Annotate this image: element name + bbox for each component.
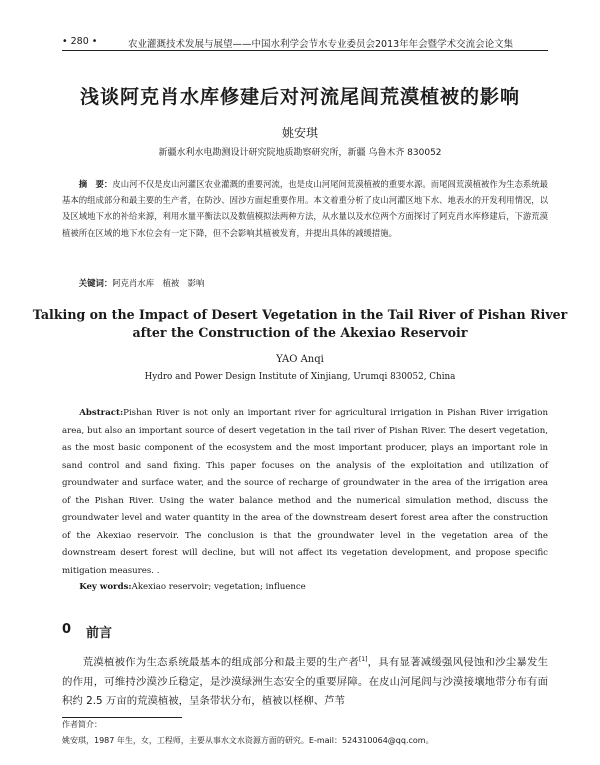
section-number: 0 xyxy=(62,622,72,637)
english-abstract-text: Pishan River is not only an important river for agricultural irrigation in Pishan River irrigation area, but also an important source of desert vegetation in the tail river of Pishan River. The desert vegetation, as the most basic component of the ecosystem and the most important producer, plays an important role in sand control and sand fixing. This paper focuses on the analysis of the exploitation and utilization of groundwater and surface water, and the source of recharge of groundwater in the area of the irrigation area of the Pishan River. Using the water balance method and the numerical simulation method, discuss the groundwater level and water quantity in the area of the downstream desert forest area after the construction of the Akexiao reservoir. The conclusion is that the groundwater level in the vegetation area of the downstream desert forest will decline, but will not affect its vegetation development, and propose specific mitigation measures. . xyxy=(62,408,548,576)
header-rule xyxy=(62,50,548,51)
section-title: 前言 xyxy=(86,626,113,641)
english-title: Talking on the Impact of Desert Vegetation in the Tail River of Pishan River after the Construction of the Akexiao Reservoir xyxy=(32,307,568,340)
english-affiliation: Hydro and Power Design Institute of Xinjiang, Urumqi 830052, China xyxy=(144,372,456,382)
body-text-part1: 荒漠植被作为生态系统最基本的组成部分和最主要的生产者 xyxy=(82,656,359,669)
chinese-affiliation: 新疆水利水电勘测设计研究院地质勘察研究所，新疆 乌鲁木齐 830052 xyxy=(158,148,442,158)
body-text-part2: ，具有显著减缓强风侵蚀和沙尘暴发生的作用，可维持沙漠沙丘稳定，是沙漠绿洲生态安全的重要屏障。在皮山河尾闾与沙漠接壤地带分布有面积约 2.5 万亩的荒漠植被，呈条带状分布，植被以柽柳、芦苇 xyxy=(62,656,549,708)
chinese-keywords-label: 关键词： xyxy=(78,278,113,288)
english-author: YAO Anqi xyxy=(276,354,324,365)
footnote-label: 作者简介： xyxy=(62,720,102,729)
footnote-rule xyxy=(62,717,182,718)
english-keywords-text: Akexiao reservoir; vegetation; influence xyxy=(131,582,306,592)
english-keywords-label: Key words: xyxy=(79,582,132,592)
footnote-text: 姚安琪，1987 年生，女，工程师，主要从事水文水资源方面的研究。E-mail：524310064@qq.com。 xyxy=(62,736,434,745)
chinese-abstract-text: 皮山河不仅是皮山河灌区农业灌溉的重要河流，也是皮山河尾间荒漠植被的重要水源。而尾闾荒漠植被作为生态系统最基本的组成部分和最主要的生产者，在防沙、固沙方面起重要作用。本文着重分析了皮山河灌区地下水、地表水的开发利用情况，以及区域地下水的补给来源，利用水量平衡法以及数值模拟法两种方法，从水量以及水位两个方面探讨了阿克肖水库修建后，下游荒漠植被所在区域的地下水位会有一定下降，但不会影响其植被发育，并提出具体的减缓措施。 xyxy=(62,179,548,238)
chinese-keywords xyxy=(62,276,548,290)
citation-reference[interactable]: [1] xyxy=(358,656,368,663)
chinese-keywords-text: 阿克肖水库 植被 影响 xyxy=(112,278,205,288)
english-keywords xyxy=(62,580,548,594)
page-number: • 280 • xyxy=(62,36,98,47)
body-paragraph xyxy=(62,650,548,711)
chinese-abstract xyxy=(62,176,548,241)
chinese-author: 姚安琪 xyxy=(281,126,318,140)
running-title: 农业灌溉技术发展与展望——中国水利学会节水专业委员会2013年年会暨学术交流会论文集 xyxy=(128,39,514,50)
english-abstract xyxy=(62,405,548,580)
chinese-abstract-label: 摘 要： xyxy=(78,179,113,189)
english-abstract-label: Abstract: xyxy=(79,408,124,418)
chinese-title: 浅谈阿克肖水库修建后对河流尾闾荒漠植被的影响 xyxy=(79,86,520,108)
